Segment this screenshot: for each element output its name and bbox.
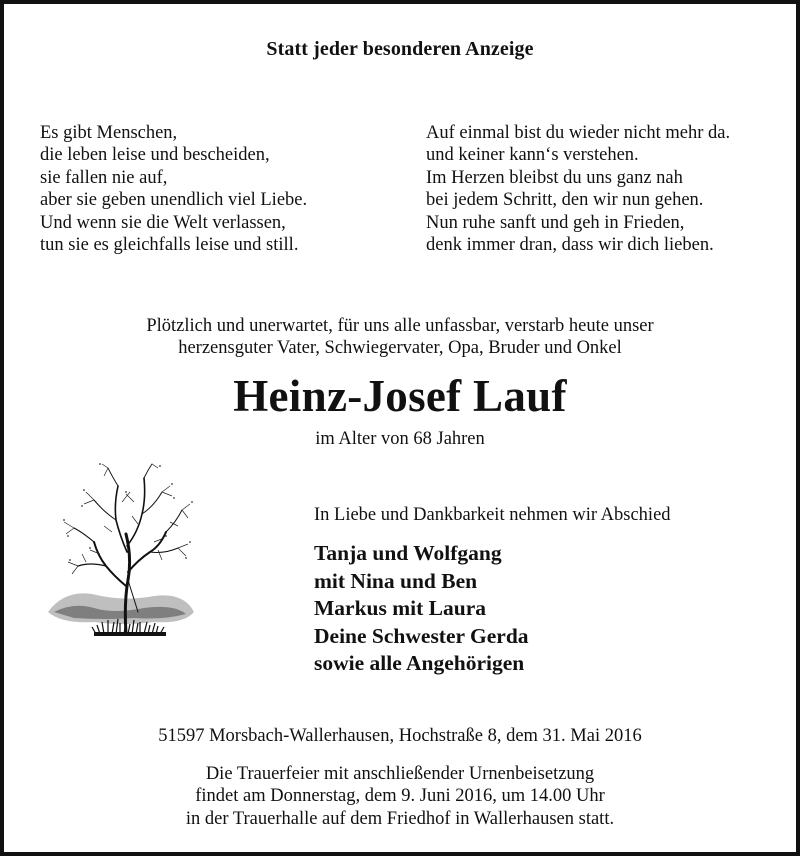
twigs xyxy=(64,464,190,574)
mourners-list xyxy=(314,540,529,678)
poem-line: Im Herzen bleibst du uns ganz nah xyxy=(426,167,683,188)
poem-right xyxy=(426,122,730,256)
poem-line: Auf einmal bist du wieder nicht mehr da. xyxy=(426,123,731,143)
poem-line: aber sie geben unendlich viel Liebe. xyxy=(40,190,308,211)
deceased-name: Heinz-Josef Lauf xyxy=(233,371,567,421)
service-line: Die Trauerfeier mit anschließender Urnenbeisetzung xyxy=(205,764,595,784)
mourner-name: mit Nina und Ben xyxy=(314,568,478,593)
service-details xyxy=(4,763,796,830)
mourner-name: Tanja und Wolfgang xyxy=(314,541,502,565)
poem-line: die leben leise und bescheiden, xyxy=(40,145,270,166)
farewell-line: In Liebe und Dankbarkeit nehmen wir Abschied xyxy=(314,505,671,525)
poem-left xyxy=(40,122,307,256)
intro-line: herzensguter Vater, Schwiegervater, Opa, Bruder und Onkel xyxy=(178,338,622,359)
service-line: findet am Donnerstag, dem 9. Juni 2016, um 14.00 Uhr xyxy=(195,786,605,807)
poem-line: und keiner kann‘s verstehen. xyxy=(426,145,639,166)
service-line: in der Trauerhalle auf dem Friedhof in Wallerhausen statt. xyxy=(185,808,615,829)
intro-line: Plötzlich und unerwartet, für uns alle unfassbar, verstarb heute unser xyxy=(146,316,654,336)
poem-line: bei jedem Schritt, den wir nun gehen. xyxy=(426,190,704,211)
deceased-age: im Alter von 68 Jahren xyxy=(315,429,485,449)
poem-line: Es gibt Menschen, xyxy=(40,123,178,143)
poem-line: Und wenn sie die Welt verlassen, xyxy=(40,212,286,233)
poem-line: Nun ruhe sanft und geh in Frieden, xyxy=(426,212,685,233)
mourner-name: Markus mit Laura xyxy=(314,596,486,620)
poem-line: sie fallen nie auf, xyxy=(40,167,168,188)
mourner-name: Deine Schwester Gerda xyxy=(314,623,529,648)
mourner-name: sowie alle Angehörigen xyxy=(314,651,525,675)
address-date: 51597 Morsbach-Wallerhausen, Hochstraße 8, dem 31. Mai 2016 xyxy=(158,726,642,746)
notice-header: Statt jeder besonderen Anzeige xyxy=(266,38,534,60)
poem-line: tun sie es gleichfalls leise und still. xyxy=(40,235,299,256)
tree-icon xyxy=(34,462,204,652)
poem-line: denk immer dran, dass wir dich lieben. xyxy=(426,235,714,256)
intro-text xyxy=(4,315,796,360)
